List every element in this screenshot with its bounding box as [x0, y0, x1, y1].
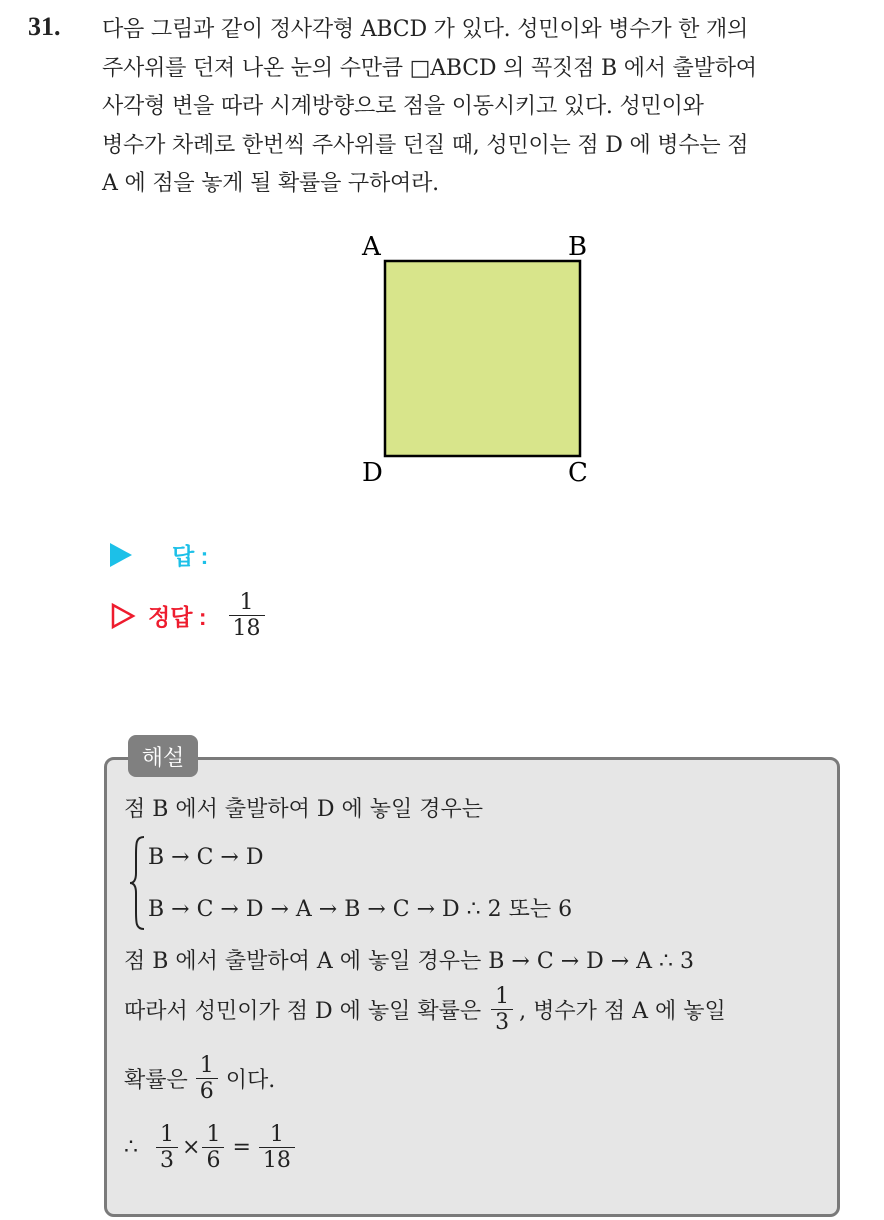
- solution-line-4: [124, 1053, 275, 1105]
- user-answer-label: 답 :: [172, 543, 209, 569]
- therefore-symbol: ∴: [124, 1135, 138, 1161]
- square-figure: [360, 225, 600, 490]
- question-line: 주사위를 던져 나온 눈의 수만큼 □ABCD 의 꼭짓점 B 에서 출발하여: [102, 55, 757, 81]
- final-fraction-3: [259, 1122, 295, 1174]
- fraction-denominator: 6: [202, 1147, 224, 1173]
- fraction-denominator: 3: [491, 1009, 513, 1035]
- times-symbol: ×: [182, 1135, 201, 1161]
- line4-fraction: [196, 1053, 218, 1105]
- question-line: 병수가 차례로 한번씩 주사위를 던질 때, 성민이는 점 D 에 병수는 점: [102, 132, 749, 158]
- correct-answer-fraction: [229, 590, 265, 642]
- solution-line-2: 점 B 에서 출발하여 A 에 놓일 경우는 B → C → D → A ∴ 3: [124, 949, 695, 974]
- fraction-denominator: 3: [156, 1147, 178, 1173]
- correct-answer-label: 정답 :: [148, 604, 207, 631]
- solution-line-3: [124, 984, 726, 1036]
- square-abcd: [385, 261, 580, 456]
- fraction-denominator: 6: [196, 1078, 218, 1104]
- vertex-label-d: D: [362, 458, 383, 488]
- question-number: 31.: [28, 12, 61, 41]
- question-text: [102, 11, 862, 204]
- vertex-label-b: B: [568, 232, 588, 262]
- solution-line-1: 점 B 에서 출발하여 D 에 놓일 경우는: [124, 797, 484, 822]
- solution-final: [124, 1122, 295, 1174]
- fraction-denominator: 18: [229, 615, 265, 641]
- case-1: B → C → D: [148, 845, 264, 870]
- correct-answer-row: [110, 590, 265, 642]
- question-line: A 에 점을 놓게 될 확률을 구하여라.: [102, 171, 439, 196]
- vertex-label-a: A: [362, 232, 381, 262]
- line3-text-post: , 병수가 점 A 에 놓일: [519, 999, 726, 1025]
- user-answer-row: [110, 538, 208, 571]
- fraction-numerator: 1: [269, 1122, 284, 1147]
- case-2: B → C → D → A → B → C → D ∴ 2 또는 6: [148, 897, 573, 922]
- fraction-numerator: 1: [239, 590, 254, 615]
- play-outline-icon: [110, 602, 136, 630]
- equals-symbol: =: [232, 1135, 251, 1161]
- final-fraction-1: [156, 1122, 178, 1174]
- question-line: 다음 그림과 같이 정사각형 ABCD 가 있다. 성민이와 병수가 한 개의: [102, 17, 749, 42]
- left-brace-icon: [128, 835, 148, 931]
- final-fraction-2: [202, 1122, 224, 1174]
- fraction-numerator: 1: [199, 1053, 214, 1078]
- question-line: 사각형 변을 따라 시계방향으로 점을 이동시키고 있다. 성민이와: [102, 94, 704, 119]
- play-icon: [110, 543, 132, 567]
- solution-tag: 해설: [128, 735, 198, 777]
- vertex-label-c: C: [568, 458, 588, 488]
- line4-text-post: 이다.: [225, 1068, 276, 1094]
- fraction-denominator: 18: [259, 1147, 295, 1173]
- line3-fraction: [491, 984, 513, 1036]
- fraction-numerator: 1: [206, 1122, 221, 1147]
- fraction-numerator: 1: [160, 1122, 174, 1147]
- fraction-numerator: 1: [495, 984, 510, 1009]
- line3-text: 따라서 성민이가 점 D 에 놓일 확률은: [124, 999, 482, 1025]
- line4-text: 확률은: [124, 1068, 188, 1094]
